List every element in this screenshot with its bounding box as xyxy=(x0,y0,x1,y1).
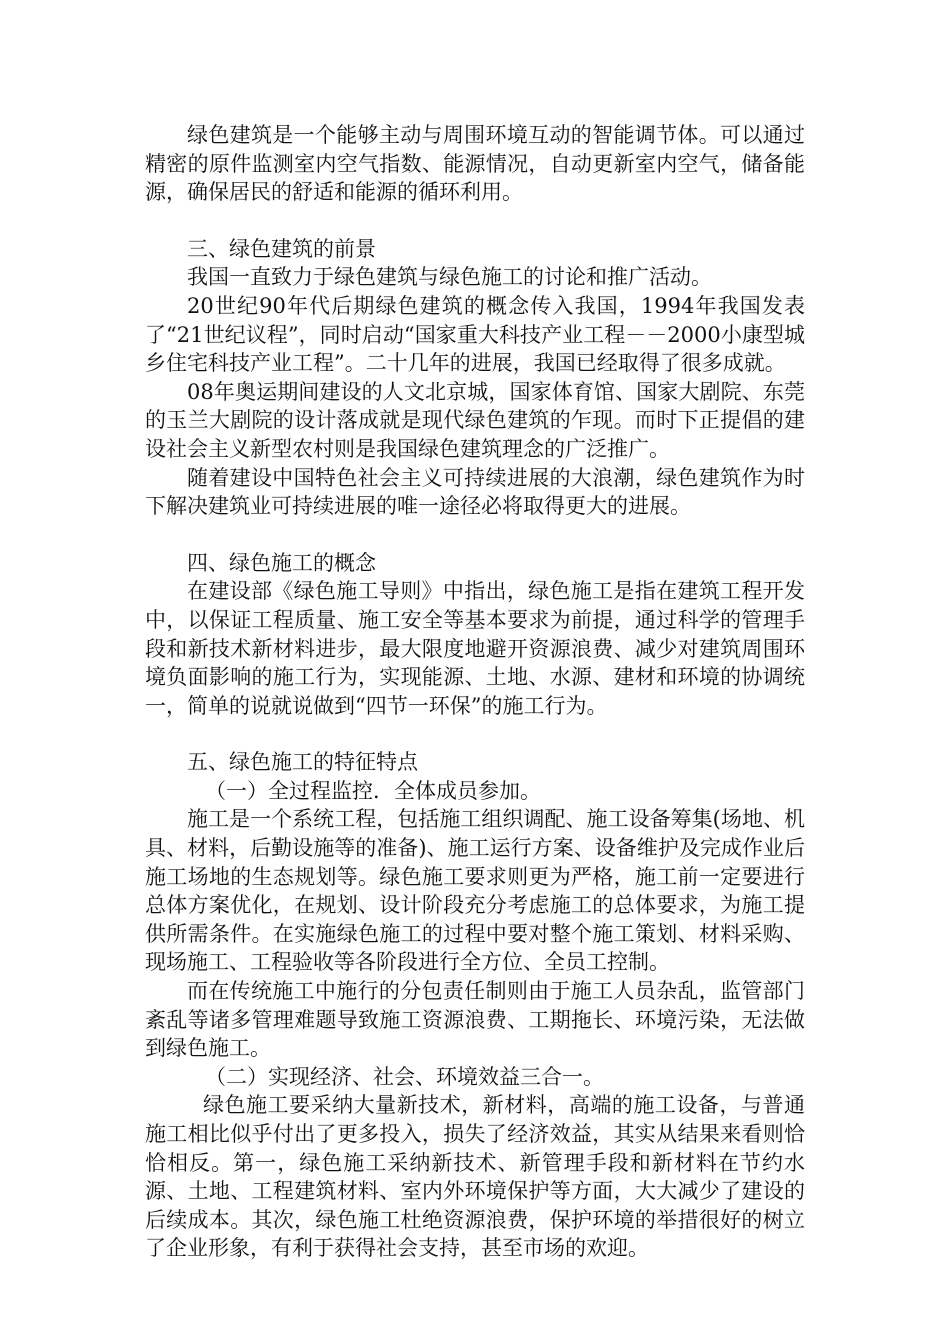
paragraph-system-engineering: 施工是一个系统工程，包括施工组织调配、施工设备筹集(场地、机具、材料，后勤设施等的准备)、施工运行方案、设备维护及完成作业后施工场地的生态规划等。绿色施工要求则更为严格，施工前一定要进行总体方案优化，在规划、设计阶段充分考虑施工的总体要求，为施工提供所需条件。在实施绿色施工的过程中要对整个施工策划、材料采购、现场施工、工程验收等各阶段进行全方位、全员工控制。 xyxy=(145,807,805,975)
paragraph-green-building-intro: 绿色建筑是一个能够主动与周围环境互动的智能调节体。可以通过精密的原件监测室内空气指数、能源情况，自动更新室内空气，储备能源，确保居民的舒适和能源的循环利用。 xyxy=(145,123,805,205)
section-heading-features: 五、绿色施工的特征特点 xyxy=(187,750,418,775)
section-heading-concept: 四、绿色施工的概念 xyxy=(187,550,376,575)
spacer xyxy=(145,720,805,748)
paragraph-benefits: 绿色施工要采纳大量新技术，新材料，高端的施工设备，与普通施工相比似乎付出了更多投入，损失了经济效益，其实从结果来看则恰恰相反。第一，绿色施工采纳新技术、新管理手段和新材料在节约水源、土地、工程建筑材料、室内外环境保护等方面，大大减少了建设的后续成本。其次，绿色施工杜绝资源浪费，保护环境的举措很好的树立了企业形象，有利于获得社会支持，甚至市场的欢迎。 xyxy=(145,1093,805,1261)
paragraph-promotion: 我国一直致力于绿色建筑与绿色施工的讨论和推广活动。 xyxy=(187,265,712,290)
paragraph-history: 20世纪90年代后期绿色建筑的概念传入我国，1994年我国发表了“21世纪议程”，同时启动“国家重大科技产业工程－－2000小康型城乡住宅科技产业工程”。二十几年的进展，我国已经取得了很多成就。 xyxy=(145,293,805,376)
subheading-process-monitoring: （一）全过程监控．全体成员参加。 xyxy=(205,778,541,803)
paragraph-sustainable: 随着建设中国特色社会主义可持续进展的大浪潮，绿色建筑作为时下解决建筑业可持续进展的唯一途径必将取得更大的进展。 xyxy=(145,465,805,519)
paragraph-traditional-construction: 而在传统施工中施行的分包责任制则由于施工人员杂乱，监管部门紊乱等诸多管理难题导致施工资源浪费、工期拖长、环境污染，无法做到绿色施工。 xyxy=(145,979,805,1061)
section-heading-prospects: 三、绿色建筑的前景 xyxy=(187,236,376,261)
document-page xyxy=(145,121,805,1263)
subheading-triple-benefit: （二）实现经济、社会、环境效益三合一。 xyxy=(205,1064,604,1089)
spacer xyxy=(145,207,805,235)
paragraph-concept: 在建设部《绿色施工导则》中指出，绿色施工是指在建筑工程开发中，以保证工程质量、施工安全等基本要求为前提，通过科学的管理手段和新技术新材料进步，最大限度地避开资源浪费、减少对建筑周围环境负面影响的施工行为，实现能源、土地、水源、建材和环境的协调统一，简单的说就说做到“四节一环保”的施工行为。 xyxy=(145,579,805,718)
spacer xyxy=(145,521,805,549)
paragraph-olympics: 08年奥运期间建设的人文北京城，国家体育馆、国家大剧院、东莞的玉兰大剧院的设计落成就是现代绿色建筑的乍现。而时下正提倡的建设社会主义新型农村则是我国绿色建筑理念的广泛推广。 xyxy=(145,379,805,461)
